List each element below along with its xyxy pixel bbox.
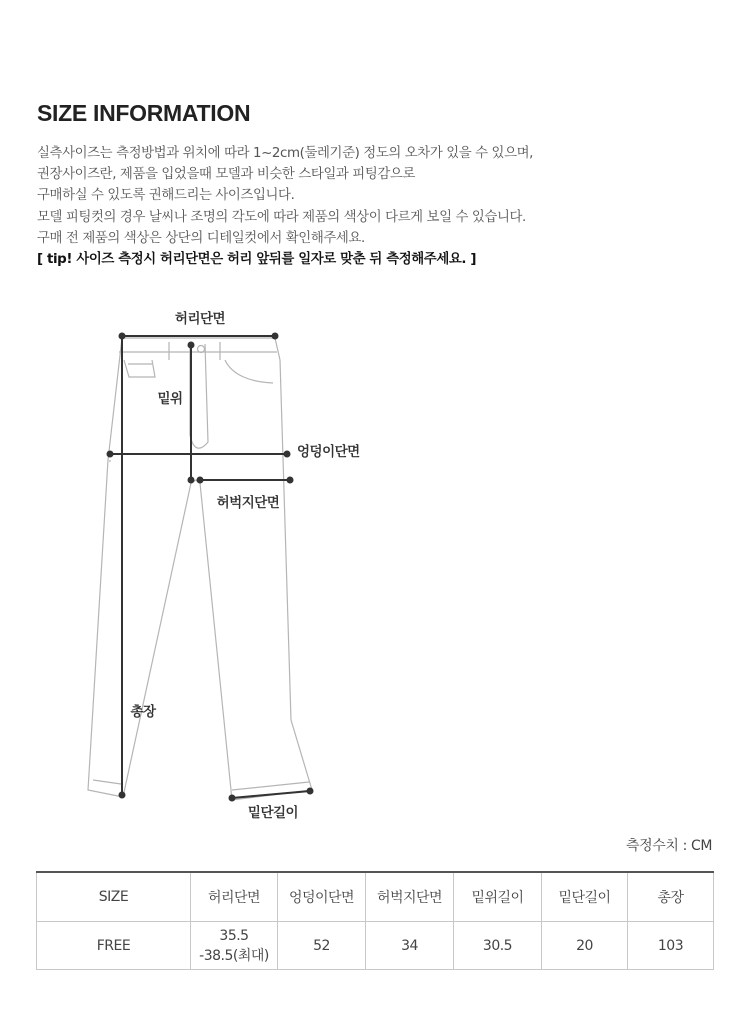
pants-measurement-diagram: [0, 290, 420, 834]
hem-measure-line: [232, 791, 310, 798]
page-title: SIZE INFORMATION: [37, 100, 251, 126]
table-header: 허벅지단면: [366, 872, 454, 922]
description-line: 권장사이즈란, 제품을 입었을때 모델과 비슷한 스타일과 피팅감으로: [37, 167, 415, 183]
table-header: 허리단면: [191, 872, 278, 922]
pants-illustration: [0, 290, 420, 830]
measurement-lines: [110, 336, 310, 798]
description-line: 모델 피팅컷의 경우 날씨나 조명의 각도에 따라 제품의 색상이 다르게 보일 수 있습니다.: [37, 209, 526, 225]
waist-max-value: -38.5(최대): [199, 947, 269, 964]
measurement-tip: [ tip! 사이즈 측정시 허리단면은 허리 앞뒤를 일자로 맞춘 뒤 측정해주세요. ]: [37, 252, 477, 268]
table-header-row: [37, 872, 714, 922]
hem-label: 밑단길이: [247, 805, 299, 821]
waist-value: 35.5: [219, 927, 249, 944]
table-header: 총장: [628, 872, 714, 922]
size-table: [36, 871, 714, 970]
waist-cell: [191, 922, 278, 970]
table-header: 밑단길이: [542, 872, 628, 922]
table-header: 밑위길이: [454, 872, 542, 922]
description-line: 구매하실 수 있도록 권해드리는 사이즈입니다.: [37, 188, 295, 204]
thigh-cell: 34: [366, 922, 454, 970]
waist-label: 허리단면: [174, 311, 226, 327]
size-description: [37, 143, 727, 270]
rise-cell: 30.5: [454, 922, 542, 970]
description-line: 구매 전 제품의 색상은 상단의 디테일컷에서 확인해주세요.: [37, 230, 365, 246]
size-cell: FREE: [37, 922, 191, 970]
length-cell: 103: [628, 922, 714, 970]
table-header: SIZE: [37, 872, 191, 922]
hem-cell: 20: [542, 922, 628, 970]
rise-label: 밑위: [157, 391, 183, 407]
table-header: 엉덩이단면: [278, 872, 366, 922]
hip-label: 엉덩이단면: [297, 444, 360, 460]
table-row: [37, 922, 714, 970]
description-line: 실측사이즈는 측정방법과 위치에 따라 1~2cm(둘레기준) 정도의 오차가 있을 수 있으며,: [37, 146, 534, 161]
length-label: 총장: [130, 704, 156, 720]
unit-label: 측정수치 : CM: [626, 838, 712, 854]
hip-cell: 52: [278, 922, 366, 970]
thigh-label: 허벅지단면: [216, 495, 280, 511]
